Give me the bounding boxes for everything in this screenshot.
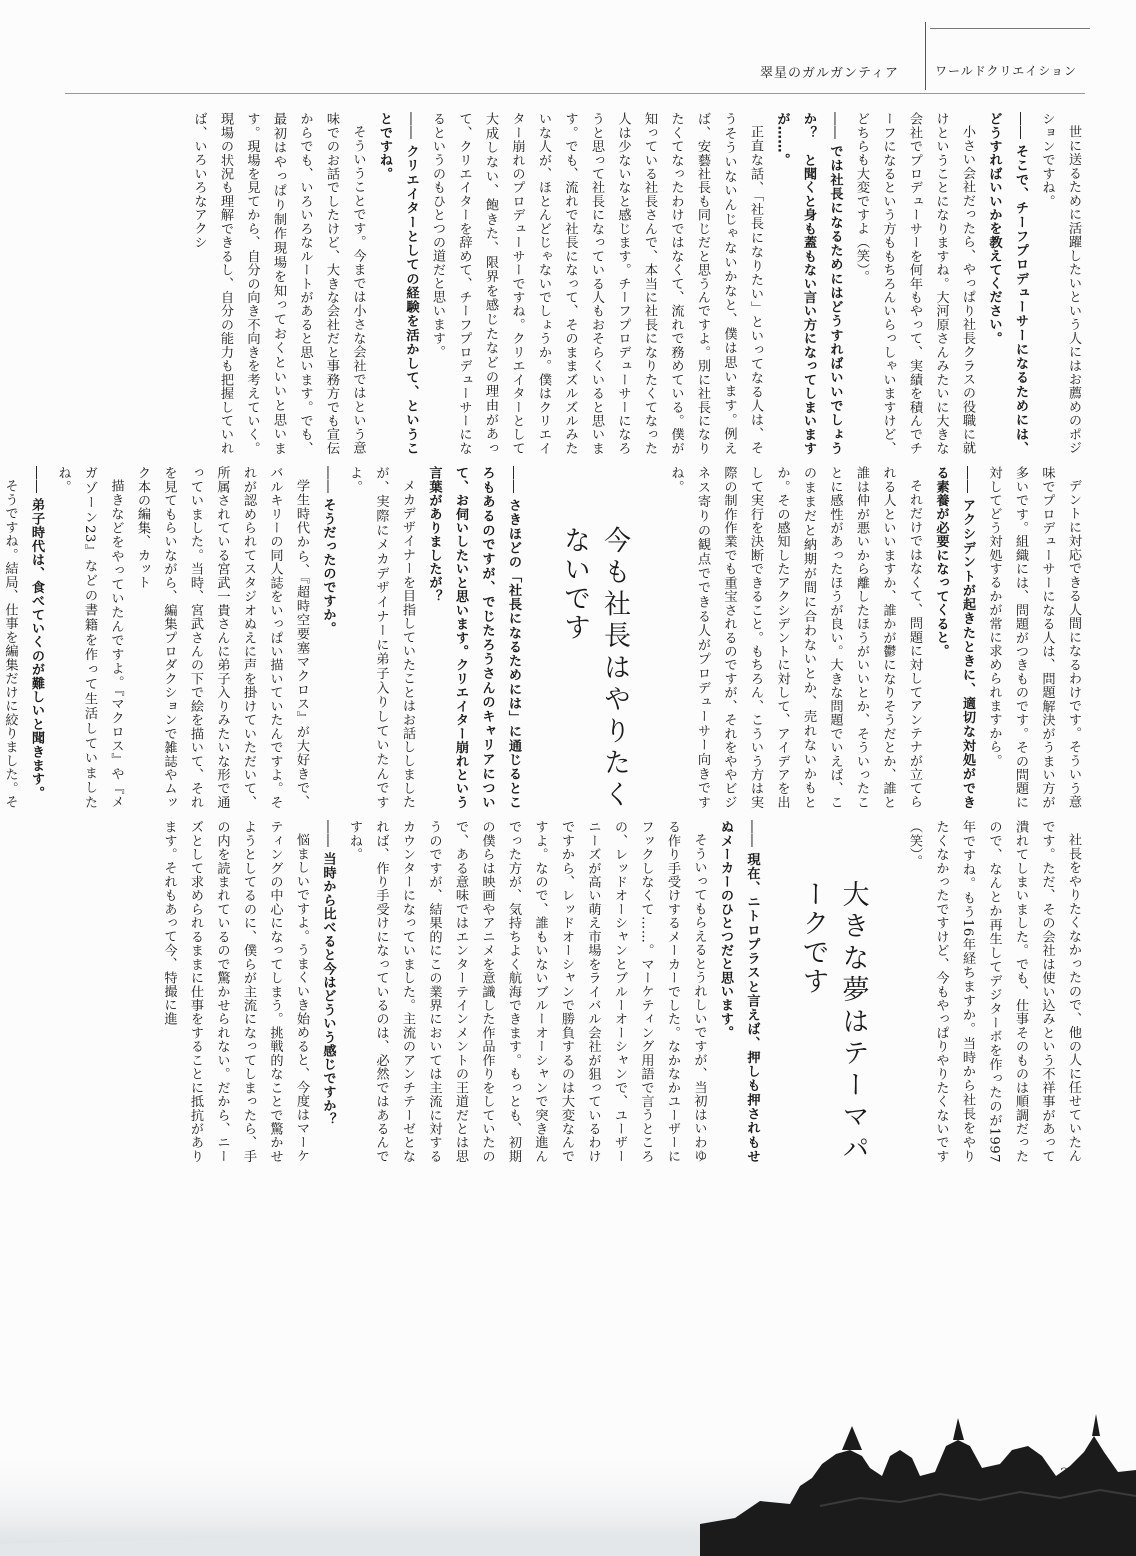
interview-question: ―― 弟子時代は、食べていくのが難しいと聞きます。 bbox=[23, 466, 50, 809]
answer-paragraph: 描きなどをやっていたんですよ。『マクロス』や『メガゾーン23』などの書籍を作って生活していましたね。 bbox=[55, 466, 124, 809]
interview-question: ―― そこで、チーフプロデューサーになるためには、どうすればいいかを教えてください。 bbox=[980, 112, 1033, 455]
city-silhouette-image bbox=[0, 1406, 1136, 1556]
answer-paragraph: 悩ましいですよ。うまくいき始めると、今度はマーケティングの中心になってしまう。挑戦的なことで驚かせようとしてるのに、僕らが主流になってしまったら、手の内を読まれているので驚かせられない。だから、ニーズとして求められるままに仕事をすることに抵抗があります。それもあって今、特撮に進 bbox=[161, 820, 309, 1163]
text-tier-2 bbox=[2, 466, 1086, 809]
text-tier-1 bbox=[56, 112, 1086, 455]
answer-paragraph: デントに対応できる人間になるわけです。そういう意味でプロデューサーになる人は、問題解決がうまい方が多いです。組織には、問題がつきものです。その問題に対してどう対処するかが常に求められますから。 bbox=[986, 466, 1081, 809]
column-text bbox=[2, 466, 1086, 809]
answer-paragraph: それだけではなくて、問題に対してアンテナが立てられる人といいますか、誰かが鬱になりそうだとか、誰と誰は仲が悪いから離したほうがいいとか、そういったことに感性があったほうが良い。大きな問題でいえば、このままだと納期が間に合わないとか、売れないかもとか。その感知したアクシデントに対して、アイデアを出して実行を決断できること。もちろん、こういう方は実際の制作作業でも重宝されるのですが、それをややビジネス寄りの観点でできる人がプロデューサー向きですね。 bbox=[668, 466, 922, 809]
interview-question: ―― では社長になるためにはどうすればいいでしょうか？ と聞くと身も蓋もない言い方になってしまいますが……。 bbox=[768, 112, 848, 455]
header-rule bbox=[65, 93, 1085, 94]
column-text bbox=[56, 820, 1086, 1163]
answer-paragraph: そういうことです。今までは小さな会社ではという意味でのお話でしたけど、大きな会社だと事務方でも宣伝からでも、いろいろなルートがあると思います。でも、最初はやっぱり制作現場を知っておくといいと思います。現場を見てから、自分の向き不向きを考えていく。現場の状況も理解できるし、自分の能力も把握していれば、いろいろなアクシ bbox=[191, 112, 366, 455]
text-tier-3 bbox=[56, 820, 1086, 1163]
pull-quote-heading: 今も社長はやりたくないです bbox=[559, 526, 630, 809]
pull-quote-heading: 大きな夢はテーマパークです bbox=[797, 880, 869, 1163]
running-header bbox=[760, 62, 1090, 86]
interview-question: ―― クリエイターとしての経験を活かして、ということですね。 bbox=[371, 112, 424, 455]
answer-paragraph: 世に送るために活躍したいという人にはお薦めのポジションですね。 bbox=[1039, 112, 1081, 455]
interview-question: ―― そうだったのですか。 bbox=[314, 466, 341, 809]
header-corner-line bbox=[930, 28, 1090, 29]
answer-paragraph: 社長をやりたくなかったので、他の人に任せていたんです。ただ、その会社は使い込みという不祥事があって潰れてしまいました。でも、仕事そのものは順調だったので、なんとか再生してデジターボを作ったのが1997年ですね。もう16年経ちますか。当時から社長をやりたくなかったですけど、今もやっぱりやりたくないです（笑）。 bbox=[907, 820, 1081, 1163]
answer-paragraph: 学生時代から、『超時空要塞マクロス』が大好きで、バルキリーの同人誌をいっぱい描いていたんですよ。それが認められてスタジオぬえに声を掛けていただいて、所属されている宮武一貴さんに弟子入りみたいな形で通っていました。当時、宮武さんの下で絵を描いて、それを見てもらいながら、編集プロダクションで雑誌やムック本の編集、カット bbox=[135, 466, 309, 809]
answer-paragraph: 小さい会社だったら、やっぱり社長クラスの役職に就けということになりますね。大河原さんみたいに大きな会社でプロデューサーを何年もやって、実績を積んでチーフになるという方ももちろんいらっしゃいますけど、どちらも大変ですよ（笑）。 bbox=[854, 112, 975, 455]
magazine-title: 翠星のガルガンティア bbox=[760, 66, 899, 81]
interview-question: ―― 当時から比べると今はどういう感じですか？ bbox=[314, 820, 341, 1163]
interview-question: ―― アクシデントが起きたときに、適切な対処ができる素養が必要になってくると。 bbox=[927, 466, 980, 809]
answer-paragraph: 正直な話、「社長になりたい」といってなる人は、そうそういないんじゃないかなと、僕は思います。例えば、安藝社長も同じだと思うんですよ。別に社長になりたくてなったわけではなくて、流れで務めている。僕が知っている社長さんで、本当に社長になりたくてなった人は少ないなと感じます。チーフプロデューサーになろうと思って社長になっている人もおそらくいると思います。でも、流れで社長になって、そのままズルズルみたいな人が、ほとんどじゃないでしょうか。僕はクリエイター崩れのプロデューサーですね。クリエイターとして大成しない、飽きた、限界を感じたなどの理由があって、クリエイターを辞めて、チーフプロデューサーになるというのもひとつの道だと思います。 bbox=[430, 112, 763, 455]
interview-question: ―― 現在、ニトロプラスと言えば、押しも押されもせぬメーカーのひとつだと思います。 bbox=[712, 820, 765, 1163]
column-text bbox=[56, 112, 1086, 455]
answer-paragraph: メカデザイナーを目指していたことはお話ししましたが、実際にメカデザイナーに弟子入りしていたんですよ。 bbox=[347, 466, 415, 809]
answer-paragraph: そうですね。結局、仕事を編集だけに絞りました。そ bbox=[2, 479, 18, 809]
answer-paragraph: そういってもらえるとうれしいですが、当初はいわゆる作り手受けするメーカーでした。なかなかユーザーにフックしなくて……。マーケティング用語で言うところの、レッドオーシャンとブルーオーシャンで、ユーザーニーズが高い萌え市場をライバル会社が狙っているわけですから、レッドオーシャンで勝負するのは大変なんですよ。なので、誰もいないブルーオーシャンで突き進んでった方が、気持ちよく航海できます。もっとも、初期の僕らは映画やアニメを意識した作品作りをしていたので、ある意味ではエンターテインメントの王道だとは思うのですが、結果的にこの業界においては主流に対するカウンターになっていました。主流のアンチテーゼとなれば、作り手受けになっているのは、必然ではあるんですね。 bbox=[347, 820, 707, 1163]
header-separator bbox=[925, 22, 926, 90]
interview-question: ―― さきほどの「社長になるためには」に通じるところもあるのですが、でじたろうさんのキャリアについて、お伺いしたいと思います。クリエイター崩れという言葉がありましたが？ bbox=[420, 466, 526, 809]
section-title: ワールドクリエイション bbox=[935, 64, 1078, 78]
